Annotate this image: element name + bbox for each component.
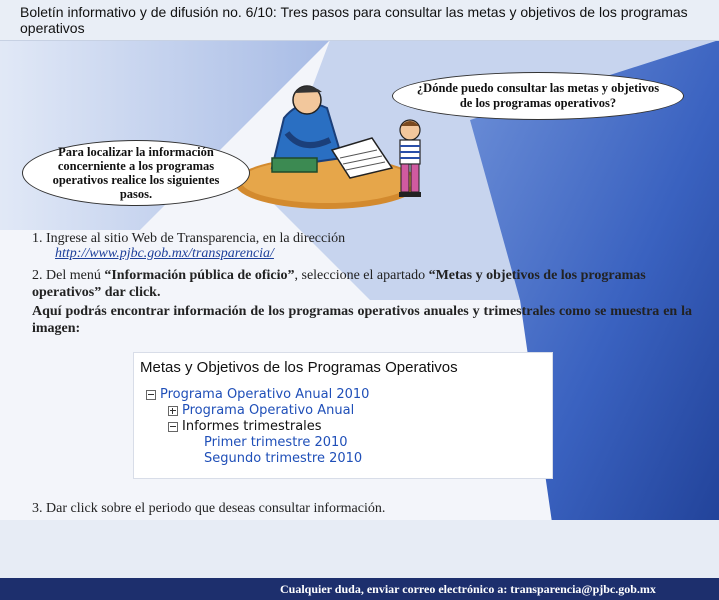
tree-node-root[interactable] xyxy=(146,387,369,402)
embedded-screenshot-box xyxy=(133,352,553,479)
title-bar xyxy=(0,0,719,41)
tree-node-root-label: Programa Operativo Anual 2010 xyxy=(160,387,370,402)
step-2-part-b: , seleccione el apartado xyxy=(294,268,429,283)
step-2-part-c: dar click. xyxy=(101,285,161,300)
tree-node-annual[interactable] xyxy=(168,403,354,418)
step-2-part-a: 2. Del menú xyxy=(32,268,105,283)
transparency-link[interactable]: http://www.pjbc.gob.mx/transparencia/ xyxy=(55,246,274,261)
step-3-text: 3. Dar click sobre el periodo que deseas consultar información. xyxy=(32,501,386,516)
tree-leaf-first-quarter[interactable]: Primer trimestre 2010 xyxy=(204,435,348,450)
tree-node-quarterly-label: Informes trimestrales xyxy=(182,419,322,434)
tree-node-quarterly[interactable] xyxy=(168,419,322,434)
page-title: Boletín informativo y de difusión no. 6/10: Tres pasos para consultar las metas y objetivos de los programas operativos xyxy=(20,4,688,36)
embedded-screenshot-title: Metas y Objetivos de los Programas Operativos xyxy=(140,359,458,376)
step-2-menu-name: “Información pública de oficio” xyxy=(104,268,295,283)
collapse-icon[interactable] xyxy=(168,422,178,432)
step-2-section-name: “Metas y objetivos de los programas operativos” xyxy=(32,268,646,300)
description-paragraph: Aquí podrás encontrar información de los programas operativos anuales y trimestrales como se muestra en la imagen: xyxy=(32,304,692,336)
answer-speech-bubble: Para localizar la información concerniente a los programas operativos realice los siguientes pasos. xyxy=(22,140,250,206)
question-speech-bubble: ¿Dónde puedo consultar las metas y objetivos de los programas operativos? xyxy=(392,72,684,120)
footer-contact-text: Cualquier duda, enviar correo electrónico a: transparencia@pjbc.gob.mx xyxy=(280,582,656,596)
collapse-icon[interactable] xyxy=(146,390,156,400)
tree-node-annual-label: Programa Operativo Anual xyxy=(182,403,355,418)
child-illustration xyxy=(390,118,430,200)
step-2-text xyxy=(32,267,702,301)
footer-bar xyxy=(0,578,719,600)
expand-icon[interactable] xyxy=(168,406,178,416)
tree-leaf-second-quarter[interactable]: Segundo trimestre 2010 xyxy=(204,451,363,466)
step-1-text: 1. Ingrese al sitio Web de Transparencia, en la dirección xyxy=(32,231,346,246)
